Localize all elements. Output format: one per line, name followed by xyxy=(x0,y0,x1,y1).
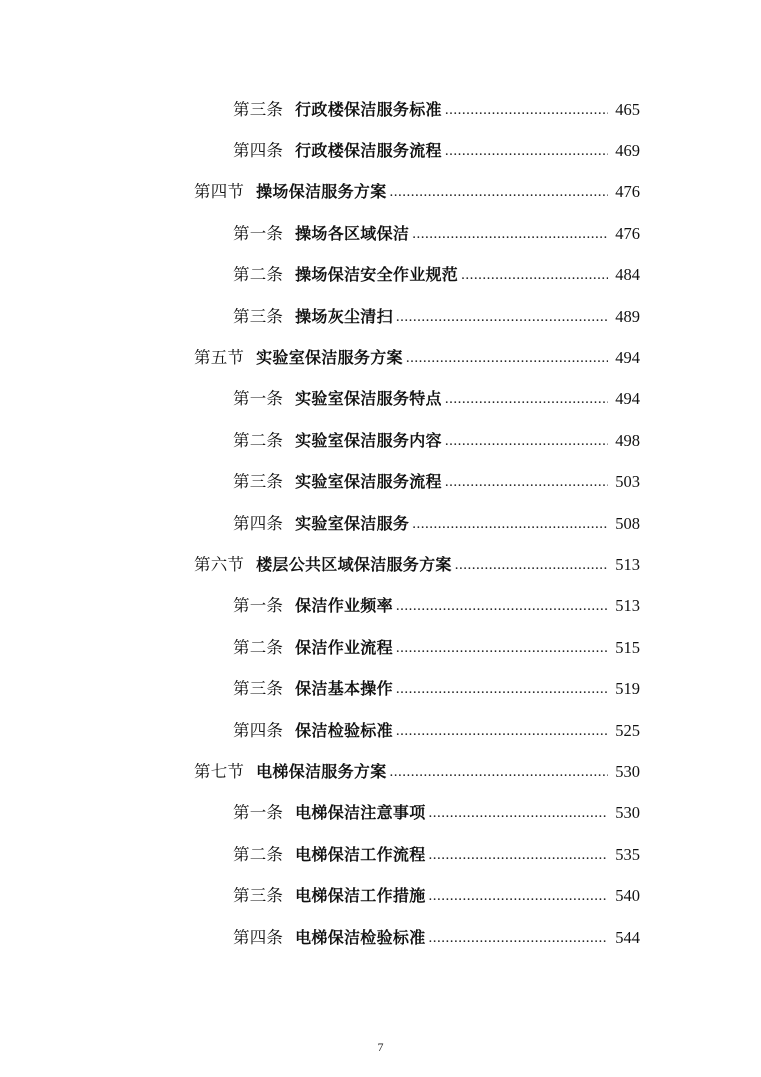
toc-article-entry[interactable] xyxy=(0,296,761,337)
toc-entry-title: 电梯保洁工作流程 xyxy=(295,844,426,864)
toc-dot-leader xyxy=(445,100,608,120)
toc-entry-page: 540 xyxy=(615,886,640,906)
toc-article-entry[interactable] xyxy=(0,710,761,751)
toc-article-entry[interactable] xyxy=(0,627,761,668)
toc-article-entry[interactable] xyxy=(0,586,761,627)
toc-dot-leader xyxy=(445,389,608,409)
toc-entry-label: 第一条 xyxy=(233,389,284,409)
toc-entry-label: 第四节 xyxy=(194,182,245,202)
toc-article-entry[interactable] xyxy=(0,503,761,544)
toc-entry-label: 第一条 xyxy=(233,803,284,823)
toc-entry-label: 第二条 xyxy=(233,265,284,285)
toc-dot-leader xyxy=(429,886,608,906)
toc-entry-page: 513 xyxy=(615,596,640,616)
toc-dot-leader xyxy=(396,679,608,699)
toc-entry-page: 530 xyxy=(615,761,640,781)
toc-entry-page: 508 xyxy=(615,513,640,533)
toc-entry-page: 489 xyxy=(615,306,640,326)
toc-dot-leader xyxy=(445,431,608,451)
toc-entry-page: 498 xyxy=(615,430,640,450)
toc-entry-label: 第六节 xyxy=(194,554,245,574)
toc-article-entry[interactable] xyxy=(0,255,761,296)
toc-entry-title: 操场灰尘清扫 xyxy=(295,306,393,326)
toc-entry-page: 476 xyxy=(615,182,640,202)
toc-article-entry[interactable] xyxy=(0,420,761,461)
toc-entry-page: 503 xyxy=(615,472,640,492)
toc-entry-label: 第二条 xyxy=(233,430,284,450)
toc-entry-page: 484 xyxy=(615,265,640,285)
toc-entry-label: 第四条 xyxy=(233,927,284,947)
toc-entry-title: 保洁基本操作 xyxy=(295,679,393,699)
toc-entry-page: 530 xyxy=(615,803,640,823)
toc-dot-leader xyxy=(406,348,608,368)
toc-dot-leader xyxy=(390,762,608,782)
toc-entry-label: 第五节 xyxy=(194,348,245,368)
toc-dot-leader xyxy=(412,224,608,244)
toc-dot-leader xyxy=(429,928,608,948)
toc-dot-leader xyxy=(445,141,608,161)
toc-entry-page: 469 xyxy=(615,141,640,161)
toc-article-entry[interactable] xyxy=(0,130,761,171)
toc-article-entry[interactable] xyxy=(0,917,761,958)
toc-entry-page: 535 xyxy=(615,844,640,864)
toc-entry-title: 操场保洁安全作业规范 xyxy=(295,265,459,285)
toc-entry-title: 实验室保洁服务流程 xyxy=(295,472,442,492)
toc-section-entry[interactable] xyxy=(0,544,761,585)
toc-article-entry[interactable] xyxy=(0,379,761,420)
toc-dot-leader xyxy=(455,555,608,575)
toc-dot-leader xyxy=(390,182,608,202)
toc-entry-label: 第三条 xyxy=(233,679,284,699)
toc-dot-leader xyxy=(396,307,608,327)
toc-article-entry[interactable] xyxy=(0,834,761,875)
toc-dot-leader xyxy=(396,596,608,616)
toc-entry-page: 476 xyxy=(615,223,640,243)
toc-entry-title: 电梯保洁检验标准 xyxy=(295,927,426,947)
toc-entry-title: 行政楼保洁服务标准 xyxy=(295,99,442,119)
toc-dot-leader xyxy=(445,472,608,492)
toc-article-entry[interactable] xyxy=(0,89,761,130)
toc-entry-label: 第一条 xyxy=(233,596,284,616)
toc-entry-title: 行政楼保洁服务流程 xyxy=(295,141,442,161)
toc-entry-label: 第二条 xyxy=(233,637,284,657)
toc-entry-title: 操场各区域保洁 xyxy=(295,223,410,243)
toc-section-entry[interactable] xyxy=(0,751,761,792)
toc-entry-label: 第三条 xyxy=(233,306,284,326)
toc-entry-page: 513 xyxy=(615,554,640,574)
toc-entry-label: 第三条 xyxy=(233,886,284,906)
toc-entry-title: 实验室保洁服务 xyxy=(295,513,410,533)
toc-article-entry[interactable] xyxy=(0,793,761,834)
toc-entry-label: 第四条 xyxy=(233,720,284,740)
toc-entry-label: 第三条 xyxy=(233,472,284,492)
toc-entry-title: 保洁作业流程 xyxy=(295,637,393,657)
toc-dot-leader xyxy=(461,265,608,285)
toc-article-entry[interactable] xyxy=(0,875,761,916)
toc-entry-label: 第四条 xyxy=(233,513,284,533)
toc-entry-label: 第四条 xyxy=(233,141,284,161)
toc-entry-title: 操场保洁服务方案 xyxy=(256,182,387,202)
toc-section-entry[interactable] xyxy=(0,172,761,213)
toc-entry-title: 电梯保洁注意事项 xyxy=(295,803,426,823)
toc-section-entry[interactable] xyxy=(0,337,761,378)
toc-entry-label: 第一条 xyxy=(233,223,284,243)
toc-entry-title: 实验室保洁服务特点 xyxy=(295,389,442,409)
toc-dot-leader xyxy=(429,845,608,865)
toc-entry-title: 楼层公共区域保洁服务方案 xyxy=(256,554,452,574)
toc-entry-title: 实验室保洁服务方案 xyxy=(256,348,403,368)
toc-entry-title: 电梯保洁工作措施 xyxy=(295,886,426,906)
toc-entry-title: 电梯保洁服务方案 xyxy=(256,761,387,781)
toc-article-entry[interactable] xyxy=(0,668,761,709)
toc-entry-label: 第三条 xyxy=(233,99,284,119)
toc-dot-leader xyxy=(412,514,608,534)
toc-entry-page: 515 xyxy=(615,637,640,657)
toc-dot-leader xyxy=(429,803,608,823)
toc-entry-page: 494 xyxy=(615,389,640,409)
toc-entry-page: 519 xyxy=(615,679,640,699)
table-of-contents xyxy=(0,89,761,958)
toc-entry-label: 第二条 xyxy=(233,844,284,864)
toc-entry-title: 实验室保洁服务内容 xyxy=(295,430,442,450)
toc-entry-label: 第七节 xyxy=(194,761,245,781)
toc-entry-page: 494 xyxy=(615,348,640,368)
toc-article-entry[interactable] xyxy=(0,213,761,254)
toc-entry-page: 544 xyxy=(615,927,640,947)
toc-entry-page: 525 xyxy=(615,720,640,740)
toc-entry-title: 保洁检验标准 xyxy=(295,720,393,740)
toc-dot-leader xyxy=(396,721,608,741)
toc-article-entry[interactable] xyxy=(0,462,761,503)
toc-entry-page: 465 xyxy=(615,99,640,119)
toc-dot-leader xyxy=(396,638,608,658)
page-number: 7 xyxy=(377,1040,384,1054)
toc-entry-title: 保洁作业频率 xyxy=(295,596,393,616)
